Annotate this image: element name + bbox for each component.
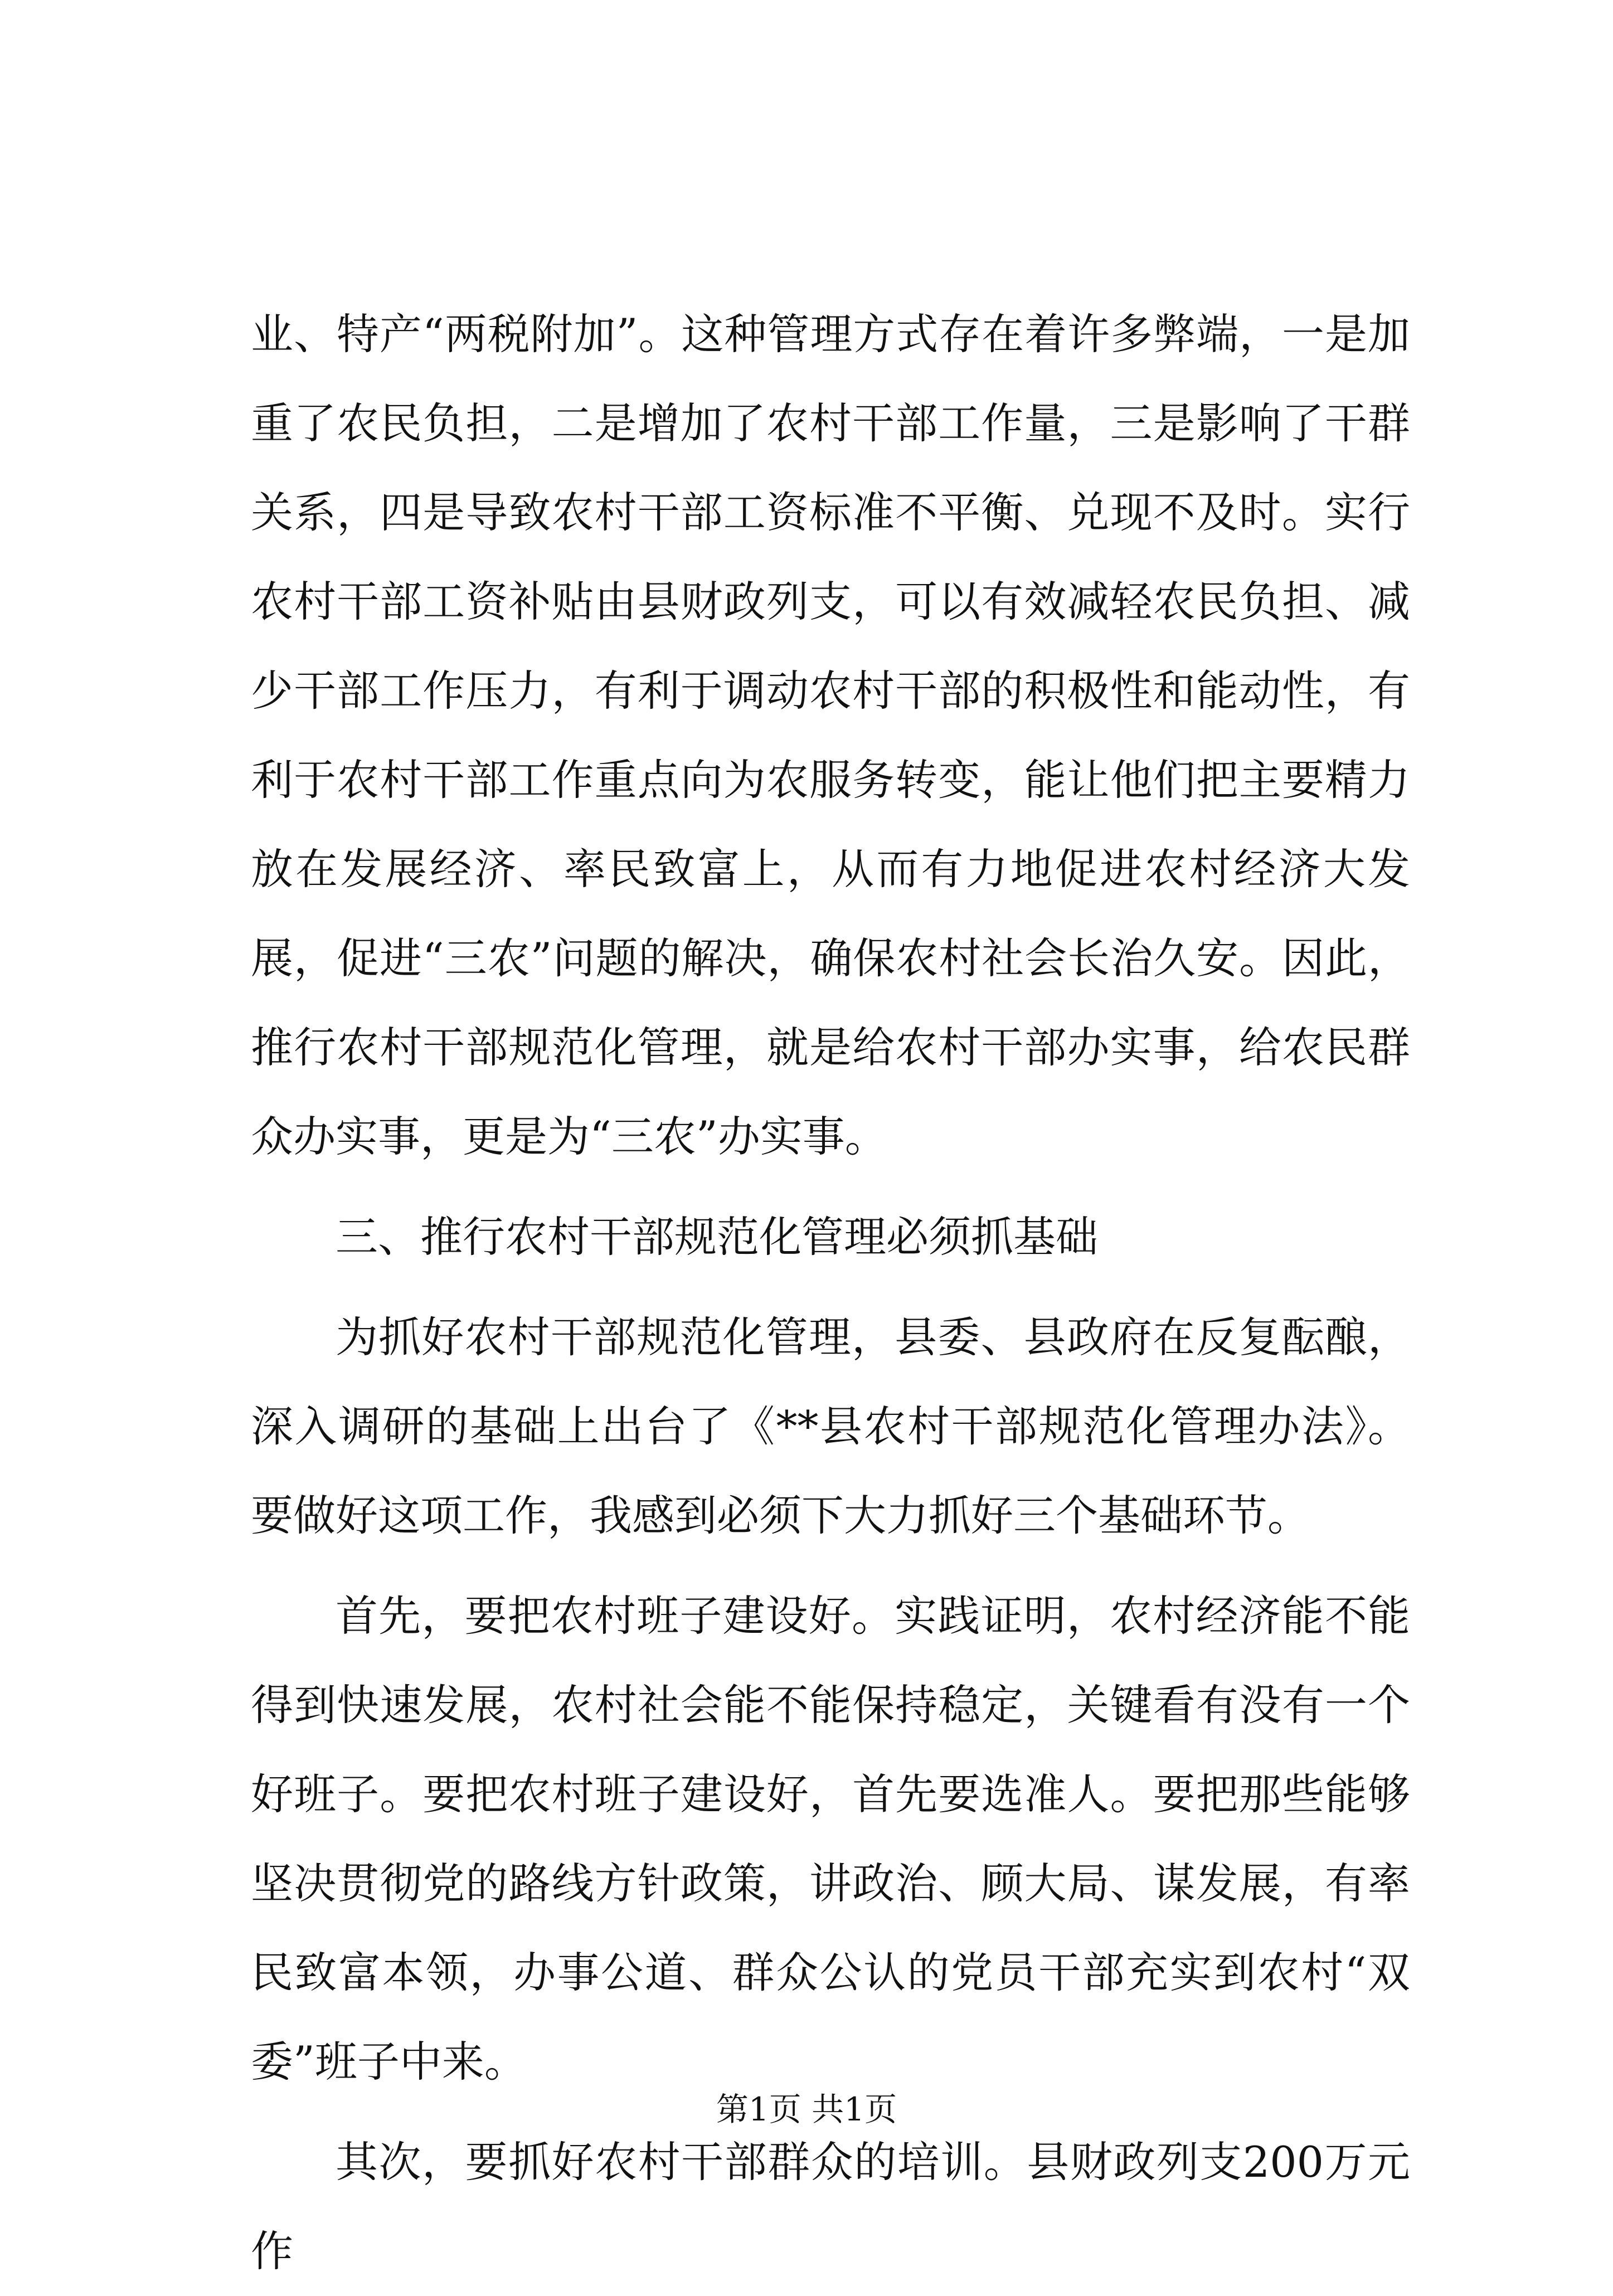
- document-body: [251, 290, 1410, 2296]
- paragraph: 为抓好农村干部规范化管理，县委、县政府在反复酝酿，深入调研的基础上出台了《**县农村干部规范化管理办法》。要做好这项工作，我感到必须下大力抓好三个基础环节。: [251, 1312, 1410, 1540]
- page-footer: 第1页 共1页: [716, 2090, 897, 2128]
- section-heading: 三、推行农村干部规范化管理必须抓基础: [336, 1212, 1098, 1262]
- paragraph: 其次，要抓好农村干部群众的培训。县财政列支200万元作: [251, 2137, 1410, 2276]
- paragraph-continued: 业、特产“两税附加”。这种管理方式存在着许多弊端，一是加重了农民负担，二是增加了农村干部工作量，三是影响了干群关系，四是导致农村干部工资标准不平衡、兑现不及时。实行农村干部工资补贴由县财政列支，可以有效减轻农民负担、减少干部工作压力，有利于调动农村干部的积极性和能动性，有利于农村干部工作重点向为农服务转变，能让他们把主要精力放在发展经济、率民致富上，从而有力地促进农村经济大发展，促进“三农”问题的解决，确保农村社会长治久安。因此，推行农村干部规范化管理，就是给农村干部办实事，给农民群众办实事，更是为“三农”办实事。: [251, 309, 1410, 1161]
- paragraph: 首先，要把农村班子建设好。实践证明，农村经济能不能得到快速发展，农村社会能不能保持稳定，关键看有没有一个好班子。要把农村班子建设好，首先要选准人。要把那些能够坚决贯彻党的路线方针政策，讲政治、顾大局、谋发展，有率民致富本领，办事公道、群众公认的党员干部充实到农村“双委”班子中来。: [251, 1591, 1410, 2086]
